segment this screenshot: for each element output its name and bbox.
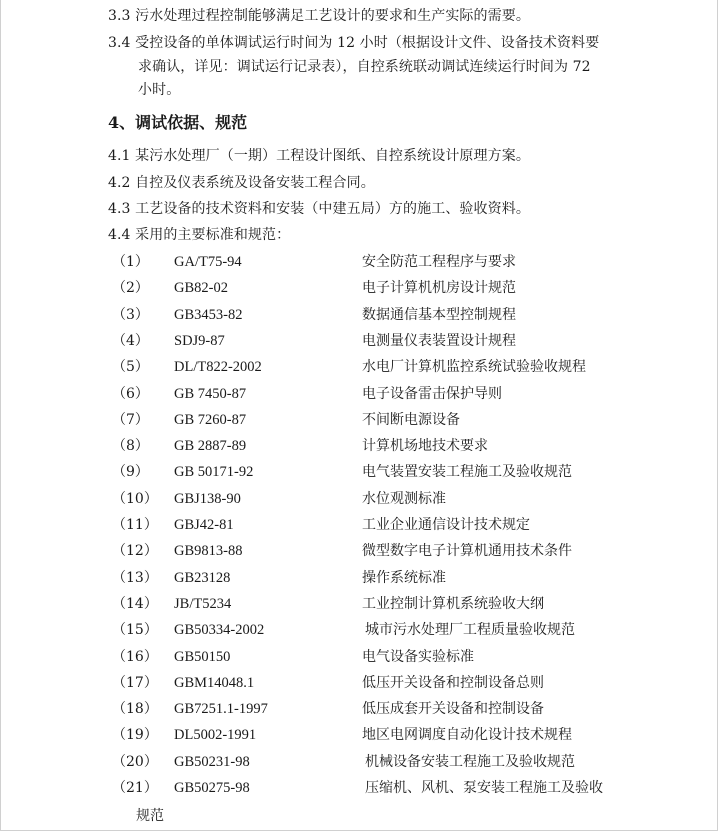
paragraph-4-4: 4.4 采用的主要标准和规范：: [108, 227, 291, 243]
standard-title: 电子计算机机房设计规范: [362, 280, 516, 297]
standard-title: 电气设备实验标准: [362, 648, 474, 665]
standard-code: GB50275-98: [174, 780, 250, 796]
standard-row: [0, 461, 718, 483]
paragraph-3-4-line2: 求确认，详见：调试运行记录表），自控系统联动调试连续运行时间为 72: [138, 59, 591, 75]
paragraph-4-3: 4.3 工艺设备的技术资料和安装（中建五局）方的施工、验收资料。: [108, 201, 530, 217]
standard-title: 电子设备雷击保护导则: [362, 385, 502, 402]
standard-row: [0, 646, 718, 668]
standard-number: （6）: [112, 385, 149, 402]
standard-number: （9）: [112, 464, 149, 481]
standard-code: GB82-02: [174, 280, 228, 297]
standard-row: [0, 488, 718, 510]
standard-row: [0, 777, 718, 799]
standard-row: [0, 356, 718, 378]
standard-row: [0, 383, 718, 405]
standard-row: [0, 751, 718, 773]
standards-tail: 规范: [136, 808, 164, 824]
standard-code: SDJ9-87: [174, 332, 225, 349]
standard-code: GBM14048.1: [174, 674, 255, 691]
standard-row: [0, 409, 718, 431]
standard-code: GB7251.1-1997: [174, 701, 268, 718]
standard-code: GB 2887-89: [174, 438, 247, 455]
standard-number: （8）: [112, 438, 149, 455]
standard-row: [0, 619, 718, 641]
standard-code: GA/T75-94: [174, 254, 242, 270]
standard-title: 压缩机、风机、泵安装工程施工及验收: [365, 780, 603, 796]
paragraph-3-4-line3: 小时。: [138, 82, 181, 98]
standard-number: （3）: [112, 306, 149, 323]
standard-number: （19）: [112, 727, 158, 744]
standard-row: [0, 251, 718, 273]
standard-number: （12）: [112, 543, 158, 560]
standard-title: 计算机场地技术要求: [362, 438, 488, 455]
standard-title: 水电厂计算机监控系统试验验收规程: [362, 359, 586, 376]
standard-number: （1）: [112, 254, 149, 270]
standard-title: 城市污水处理厂工程质量验收规范: [365, 622, 575, 639]
standard-title: 操作系统标准: [362, 569, 446, 586]
standard-code: GB50150: [174, 648, 231, 665]
standard-code: GBJ42-81: [174, 517, 234, 533]
standard-title: 工业企业通信设计技术规定: [362, 517, 530, 533]
standard-row: [0, 698, 718, 720]
standard-row: [0, 435, 718, 457]
standard-code: GBJ138-90: [174, 490, 241, 507]
standard-row: [0, 672, 718, 694]
standard-code: GB9813-88: [174, 543, 243, 560]
standard-title: 安全防范工程程序与要求: [362, 254, 516, 270]
standard-title: 地区电网调度自动化设计技术规程: [362, 727, 572, 744]
standard-number: （11）: [112, 517, 158, 533]
paragraph-3-4-line1: 3.4 受控设备的单体调试运行时间为 12 小时（根据设计文件、设备技术资料要: [108, 35, 600, 51]
standard-code: DL/T822-2002: [174, 359, 262, 376]
standard-row: [0, 514, 718, 536]
standard-title: 低压开关设备和控制设备总则: [362, 674, 544, 691]
standard-code: GB23128: [174, 569, 231, 586]
standard-title: 电测量仪表装置设计规程: [362, 332, 516, 349]
standard-title: 不间断电源设备: [362, 411, 460, 428]
paragraph-4-2: 4.2 自控及仪表系统及设备安装工程合同。: [108, 175, 375, 191]
standard-number: （7）: [112, 411, 149, 428]
standard-number: （20）: [112, 753, 158, 770]
standard-row: [0, 277, 718, 299]
standard-title: 低压成套开关设备和控制设备: [362, 701, 544, 718]
standard-number: （13）: [112, 569, 158, 586]
standard-number: （15）: [112, 622, 158, 639]
paragraph-4-1: 4.1 某污水处理厂（一期）工程设计图纸、自控系统设计原理方案。: [108, 148, 530, 164]
standard-title: 电气装置安装工程施工及验收规范: [362, 464, 572, 481]
standard-code: GB50334-2002: [174, 622, 265, 639]
standard-number: （2）: [112, 280, 149, 297]
standard-row: [0, 330, 718, 352]
standard-number: （16）: [112, 648, 158, 665]
standard-code: GB 7260-87: [174, 411, 247, 428]
standard-title: 微型数字电子计算机通用技术条件: [362, 543, 572, 560]
standard-code: GB 50171-92: [174, 464, 254, 481]
standard-code: GB 7450-87: [174, 385, 247, 402]
standard-title: 工业控制计算机系统验收大纲: [362, 595, 544, 612]
standard-code: GB50231-98: [174, 753, 250, 770]
standard-title: 机械设备安装工程施工及验收规范: [365, 753, 575, 770]
standard-title: 数据通信基本型控制规程: [362, 306, 516, 323]
paragraph-3-3: 3.3 污水处理过程控制能够满足工艺设计的要求和生产实际的需要。: [108, 8, 530, 24]
standard-title: 水位观测标准: [362, 490, 446, 507]
standard-number: （4）: [112, 332, 149, 349]
standard-row: [0, 540, 718, 562]
standard-number: （18）: [112, 701, 158, 718]
standard-code: DL5002-1991: [174, 727, 257, 744]
standard-number: （14）: [112, 595, 158, 612]
section-heading: 4、调试依据、规范: [108, 113, 248, 132]
standard-row: [0, 724, 718, 746]
standard-code: JB/T5234: [174, 595, 232, 612]
standard-number: （17）: [112, 674, 158, 691]
standard-row: [0, 567, 718, 589]
standard-row: [0, 304, 718, 326]
standard-row: [0, 593, 718, 615]
standard-number: （10）: [112, 490, 158, 507]
standard-code: GB3453-82: [174, 306, 243, 323]
standard-number: （21）: [112, 780, 158, 796]
standard-number: （5）: [112, 359, 149, 376]
